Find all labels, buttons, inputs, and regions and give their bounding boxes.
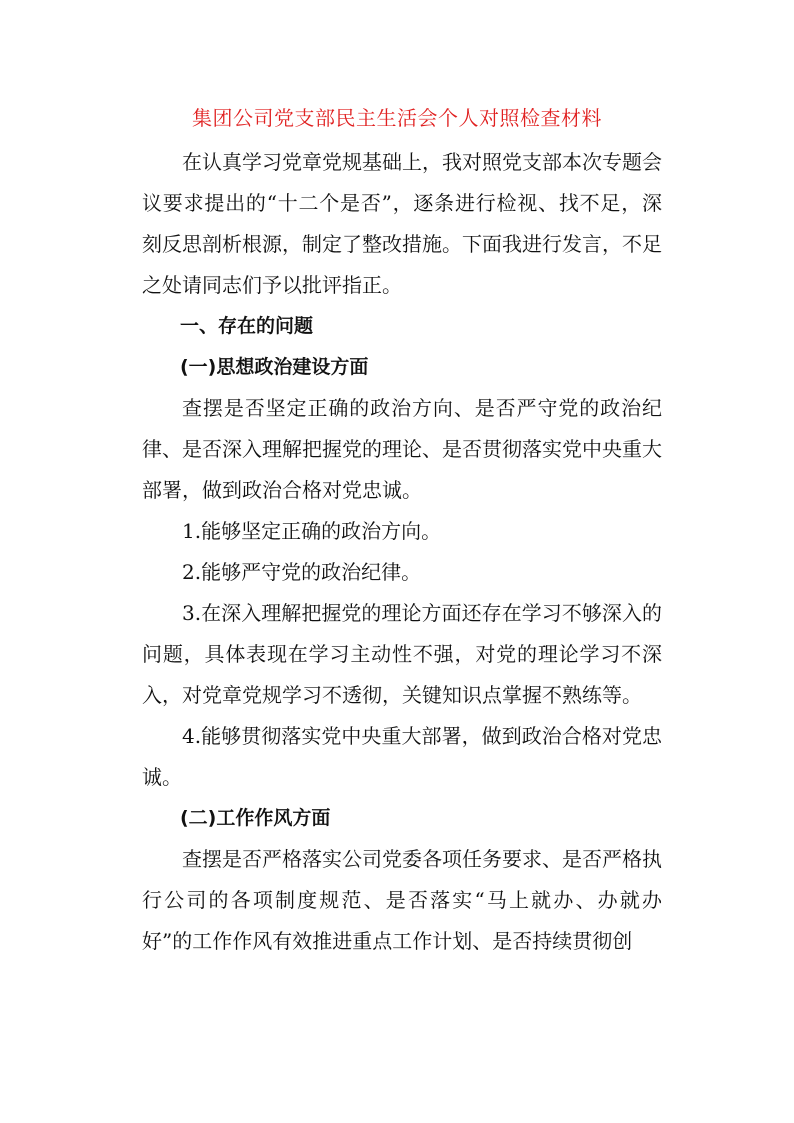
paragraph-intro: 在认真学习党章党规基础上，我对照党支部本次专题会议要求提出的“十二个是否”，逐条进行检视、找不足，深刻反思剖析根源，制定了整改措施。下面我进行发言，不足之处请同志们予以批评指正。 — [142, 150, 662, 297]
document-body — [142, 142, 662, 962]
subsection-heading-work-style: (二)工作作风方面 — [180, 807, 331, 829]
document-title: 集团公司党支部民主生活会个人对照检查材料 — [192, 106, 602, 130]
subsection-heading-political: (一)思想政治建设方面 — [180, 356, 369, 378]
section-heading-problems: 一、存在的问题 — [180, 315, 314, 337]
list-item-3: 3.在深入理解把握党的理论方面还存在学习不够深入的问题，具体表现在学习主动性不强，对党的理论学习不深入，对党章党规学习不透彻，关键知识点掌握不熟练等。 — [142, 601, 662, 707]
list-item-1: 1.能够坚定正确的政治方向。 — [182, 519, 442, 543]
paragraph-political-check: 查摆是否坚定正确的政治方向、是否严守党的政治纪律、是否深入理解把握党的理论、是否贯彻落实党中央重大部署，做到政治合格对党忠诚。 — [142, 396, 662, 502]
list-item-4: 4.能够贯彻落实党中央重大部署，做到政治合格对党忠诚。 — [142, 724, 662, 789]
paragraph-work-style-check: 查摆是否严格落实公司党委各项任务要求、是否严格执行公司的各项制度规范、是否落实“马上就办、办就办好”的工作作风有效推进重点工作计划、是否持续贯彻创 — [142, 847, 662, 953]
list-item-2: 2.能够严守党的政治纪律。 — [182, 560, 422, 584]
